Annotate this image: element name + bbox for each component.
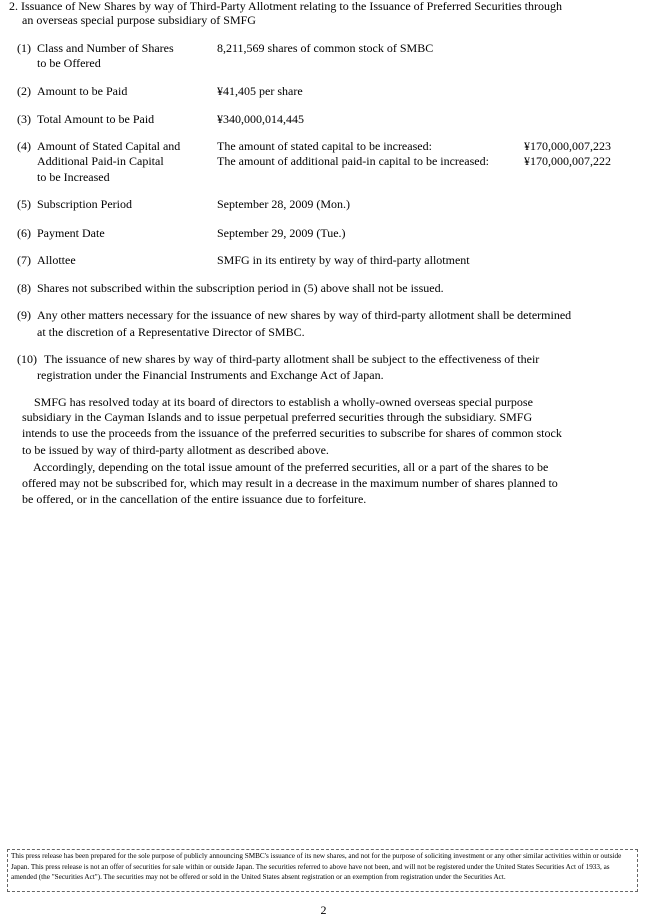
item-label: to be Offered	[37, 56, 101, 70]
item-number: (9)	[17, 308, 31, 322]
item-text: Shares not subscribed within the subscription period in (5) above shall not be issued.	[37, 281, 444, 295]
item-number: (5)	[17, 197, 31, 211]
item-label: Additional Paid-in Capital	[37, 154, 164, 168]
paragraph-line: offered may not be subscribed for, which may result in a decrease in the maximum number of shares planned to	[22, 476, 558, 490]
paragraph-line: be offered, or in the cancellation of the entire issuance due to forfeiture.	[22, 492, 367, 506]
paragraph-line: subsidiary in the Cayman Islands and to issue perpetual preferred securities through the subsidiary. SMFG	[22, 410, 533, 424]
item-label: Amount to be Paid	[37, 84, 128, 98]
item-number: (2)	[17, 84, 31, 98]
item-label: Total Amount to be Paid	[37, 112, 155, 126]
item-number: (1)	[17, 41, 31, 55]
additional-capital-amount: ¥170,000,007,222	[524, 154, 611, 168]
item-number: (8)	[17, 281, 31, 295]
item-number: (6)	[17, 226, 31, 240]
item-label: Amount of Stated Capital and	[37, 139, 181, 153]
item-value: September 28, 2009 (Mon.)	[217, 197, 350, 211]
item-value: SMFG in its entirety by way of third-party allotment	[217, 253, 470, 267]
additional-capital-text: The amount of additional paid-in capital to be increased:	[217, 154, 489, 168]
item-text: Any other matters necessary for the issuance of new shares by way of third-party allotment shall be determined	[37, 308, 572, 322]
stated-capital-text: The amount of stated capital to be increased:	[217, 139, 432, 153]
paragraph-line: Accordingly, depending on the total issue amount of the preferred securities, all or a part of the shares to be	[33, 460, 549, 474]
paragraph-line: to be issued by way of third-party allotment as described above.	[22, 443, 329, 457]
item-number: (7)	[17, 253, 31, 267]
item-label: Class and Number of Shares	[37, 41, 174, 55]
item-number: (4)	[17, 139, 31, 153]
heading-line-2: an overseas special purpose subsidiary of SMFG	[22, 13, 256, 27]
item-value: ¥340,000,014,445	[217, 112, 304, 126]
item-number: (3)	[17, 112, 31, 126]
item-value: September 29, 2009 (Tue.)	[217, 226, 346, 240]
item-value: ¥41,405 per share	[217, 84, 303, 98]
heading-line-1: 2. Issuance of New Shares by way of Third-Party Allotment relating to the Issuance of Preferred Securities through	[9, 0, 562, 13]
item-text: registration under the Financial Instruments and Exchange Act of Japan.	[37, 368, 384, 382]
page-number: 2	[320, 903, 327, 917]
item-label: Payment Date	[37, 226, 105, 240]
disclaimer-text: This press release has been prepared for the sole purpose of publicly announcing SMBC's issuance of its new shares, and not for the purpose of soliciting investment or any other similar activities within or outside Japan. This press release is not an offer of securities for sale within or outside Japan. The securities referred to above have not been, and will not be registered under the United States Securities Act of 1933, as amended (the "Securities Act"). The securities may not be offered or sold in the United States absent registration or an exemption from registration under the Securities Act.	[11, 852, 622, 882]
item-number: (10)	[17, 352, 37, 366]
paragraph-line: SMFG has resolved today at its board of directors to establish a wholly-owned overseas special purpose	[34, 395, 533, 409]
item-label: Subscription Period	[37, 197, 132, 211]
item-value: 8,211,569 shares of common stock of SMBC	[217, 41, 434, 55]
item-text: The issuance of new shares by way of third-party allotment shall be subject to the effectiveness of their	[44, 352, 540, 366]
item-label: to be Increased	[37, 170, 110, 184]
item-text: at the discretion of a Representative Director of SMBC.	[37, 325, 305, 339]
stated-capital-amount: ¥170,000,007,223	[524, 139, 611, 153]
item-label: Allottee	[37, 253, 76, 267]
paragraph-line: intends to use the proceeds from the issuance of the preferred securities to subscribe for shares of common stock	[22, 426, 562, 440]
disclaimer-box	[7, 849, 638, 892]
